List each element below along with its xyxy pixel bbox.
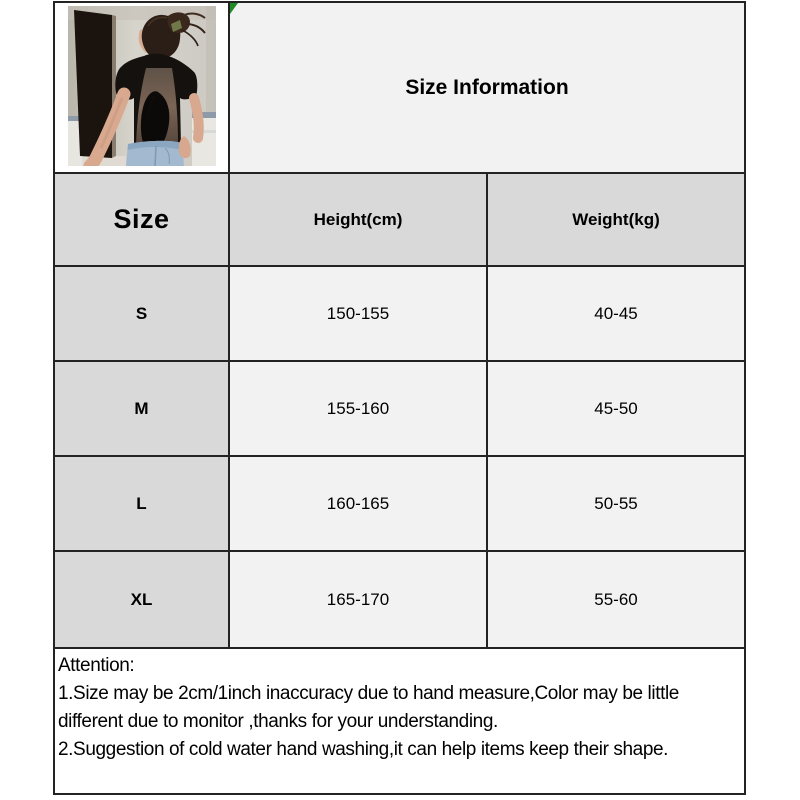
height-value-m: 155-160 — [230, 362, 486, 455]
size-label-m: M — [55, 362, 228, 455]
product-photo — [68, 6, 216, 166]
weight-value-s: 40-45 — [488, 267, 744, 360]
height-value-l: 160-165 — [230, 457, 486, 550]
col-header-weight: Weight(kg) — [488, 174, 744, 265]
col-header-size: Size — [55, 174, 228, 265]
height-value-s: 150-155 — [230, 267, 486, 360]
weight-value-m: 45-50 — [488, 362, 744, 455]
col-header-height: Height(cm) — [230, 174, 486, 265]
size-information-title-cell — [230, 3, 744, 172]
height-value-xl: 165-170 — [230, 552, 486, 647]
size-chart-table — [53, 1, 746, 795]
attention-line-2: different due to monitor ,thanks for your understanding. — [58, 711, 498, 732]
weight-value-xl: 55-60 — [488, 552, 744, 647]
size-label-l: L — [55, 457, 228, 550]
cell-flag-triangle-icon — [230, 3, 238, 14]
size-label-s: S — [55, 267, 228, 360]
weight-value-l: 50-55 — [488, 457, 744, 550]
size-label-xl: XL — [55, 552, 228, 647]
page-title: Size Information — [405, 75, 569, 99]
attention-line-1: 1.Size may be 2cm/1inch inaccuracy due to hand measure,Color may be little — [58, 683, 679, 704]
product-photo-cell — [55, 3, 228, 172]
attention-note — [55, 649, 744, 793]
attention-line-3: 2.Suggestion of cold water hand washing,it can help items keep their shape. — [58, 739, 669, 760]
attention-title: Attention: — [58, 655, 135, 676]
